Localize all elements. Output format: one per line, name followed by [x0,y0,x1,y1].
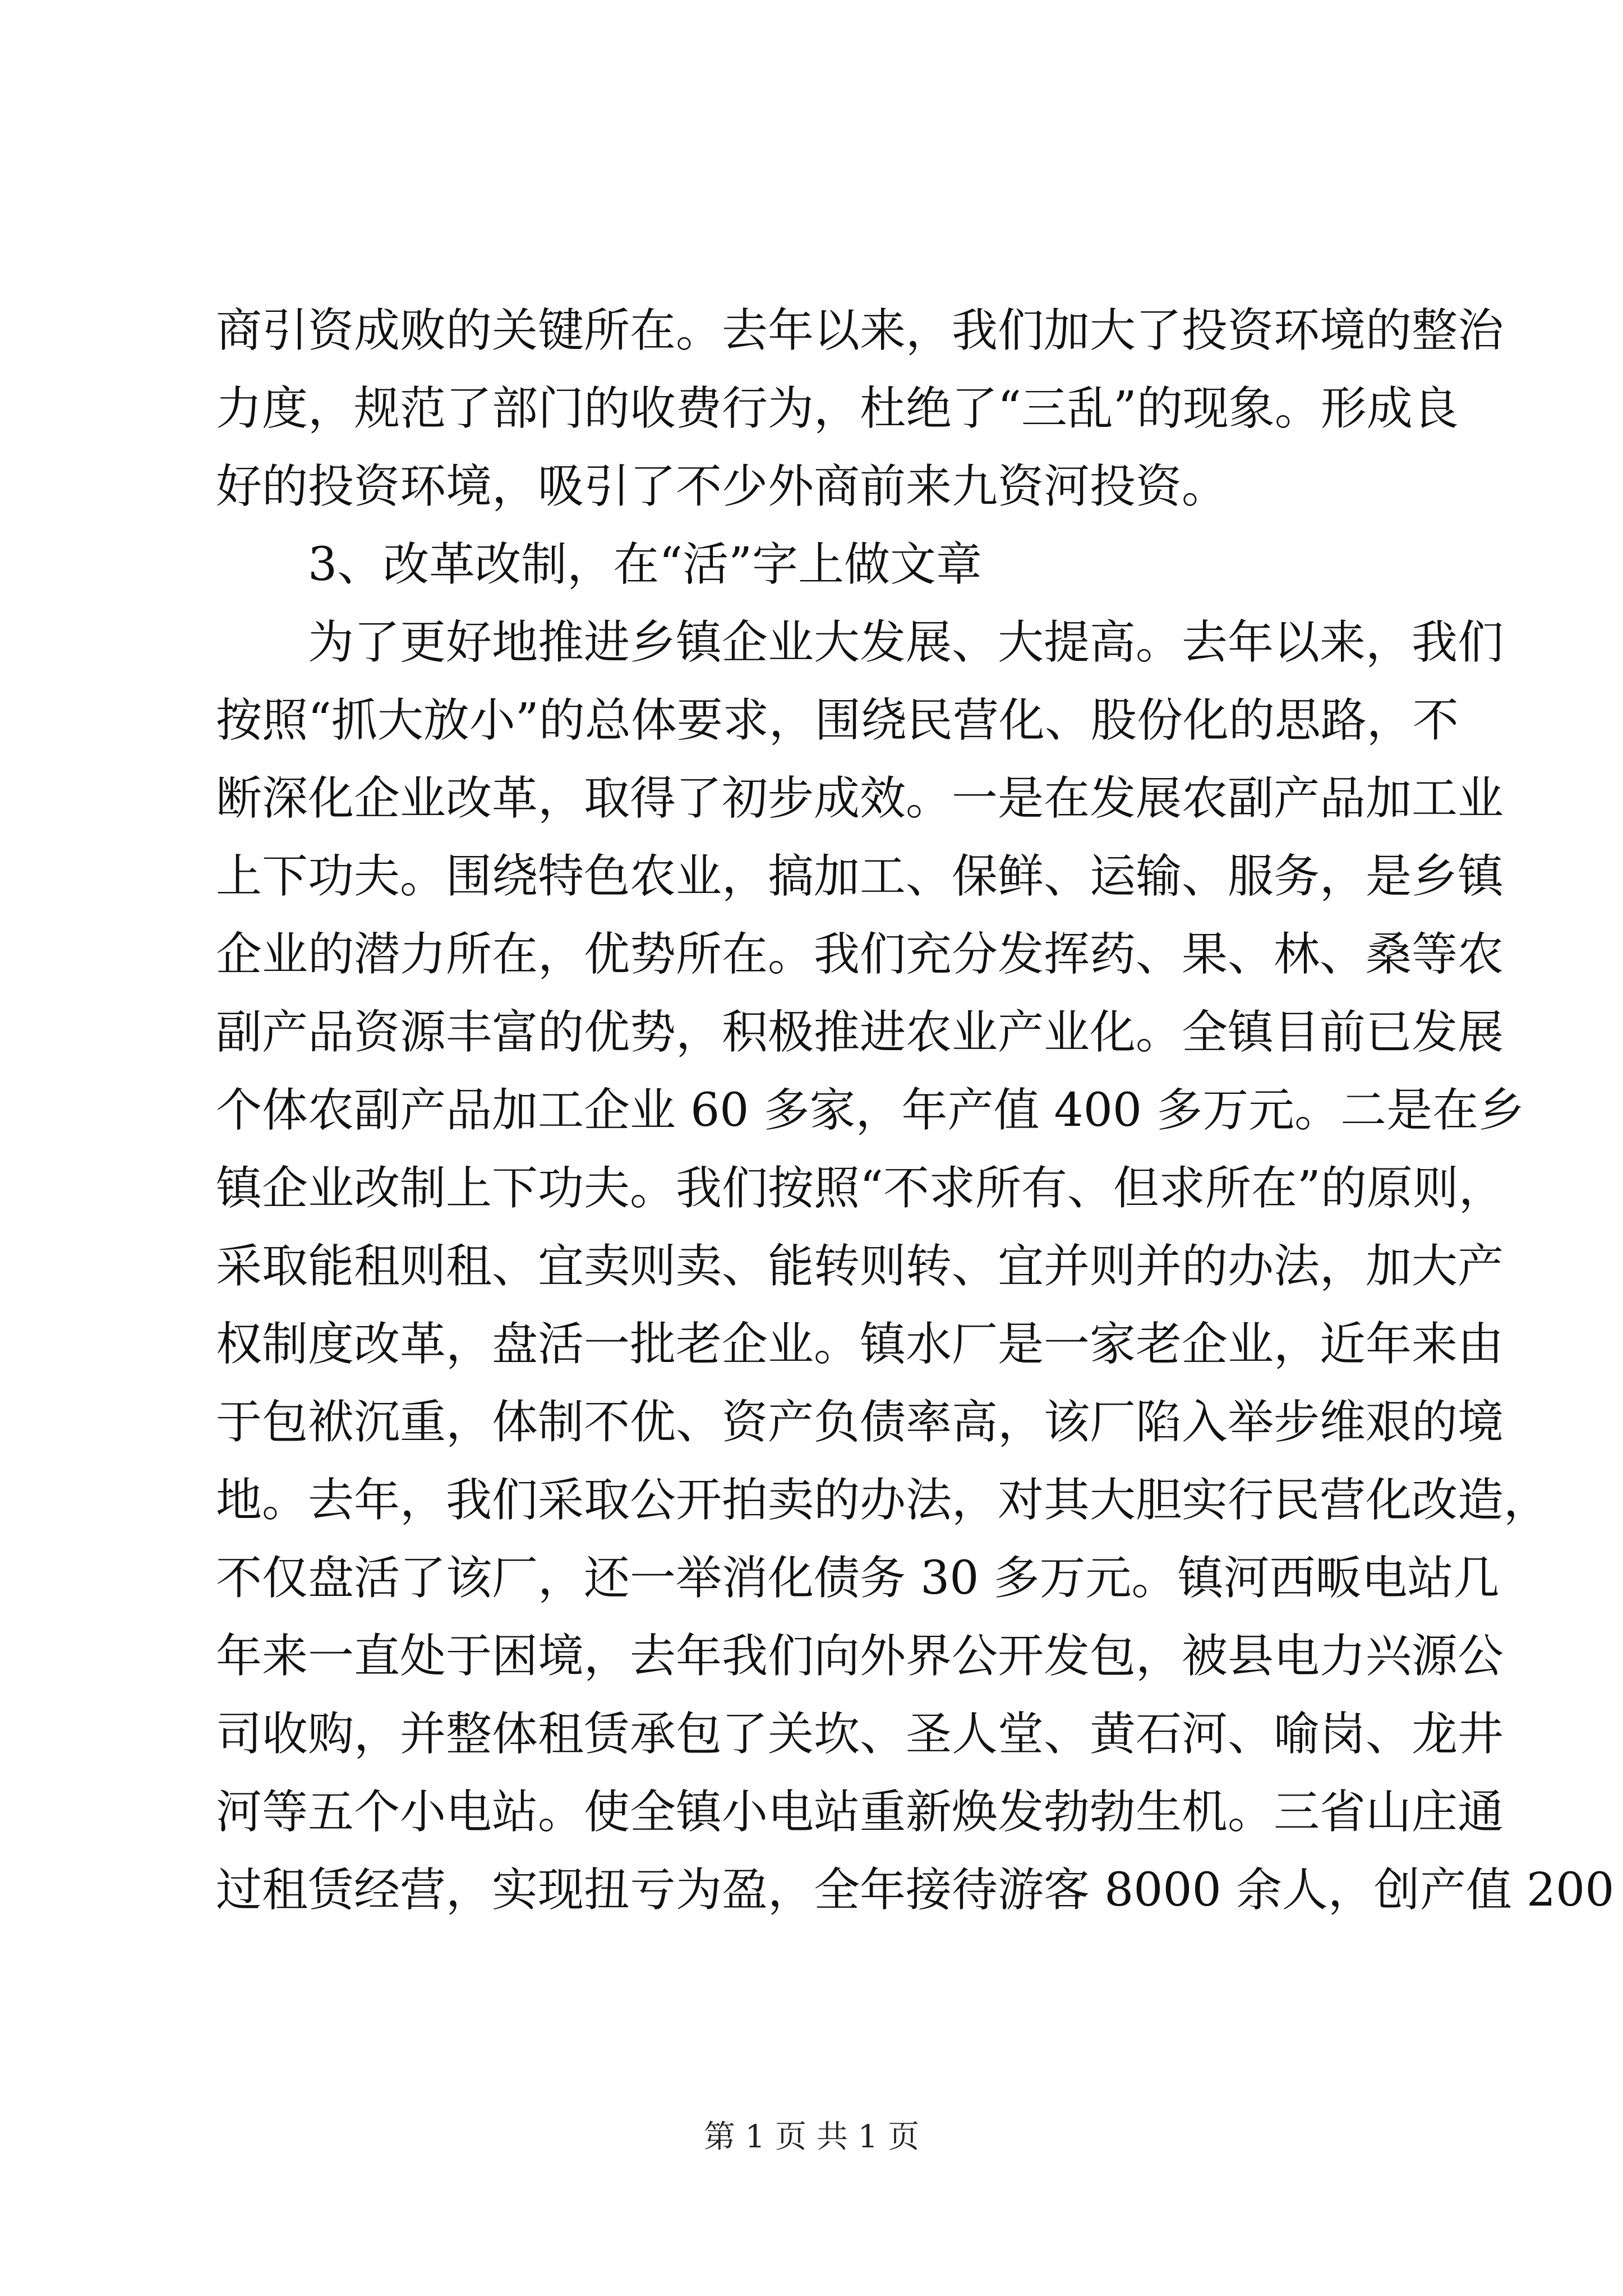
text-line: 河等五个小电站。使全镇小电站重新焕发勃勃生机。三省山庄通 [216,1786,1504,1839]
text-line: 上下功夫。围绕特色农业，搞加工、保鲜、运输、服务，是乡镇 [216,850,1504,903]
text-line: 权制度改革，盘活一批老企业。镇水厂是一家老企业，近年来由 [216,1318,1504,1371]
text-line: 司收购，并整体租赁承包了关坎、圣人堂、黄石河、喻岗、龙井 [216,1708,1504,1761]
text-line: 不仅盘活了该厂，还一举消化债务 30 多万元。镇河西畈电站几 [216,1552,1500,1605]
text-line: 力度，规范了部门的收费行为，杜绝了“三乱”的现象。形成良 [216,382,1459,435]
text-line: 地。去年，我们采取公开拍卖的办法，对其大胆实行民营化改造， [216,1474,1550,1527]
body-text [216,292,1615,1929]
text-line: 镇企业改制上下功夫。我们按照“不求所有、但求所在”的原则， [216,1162,1505,1215]
text-line: 为了更好地推进乡镇企业大发展、大提高。去年以来，我们 [308,616,1504,669]
text-line: 断深化企业改革，取得了初步成效。一是在发展农副产品加工业 [216,772,1504,825]
text-line: 采取能租则租、宜卖则卖、能转则转、宜并则并的办法，加大产 [216,1240,1504,1293]
section-heading: 3、改革改制，在“活”字上做文章 [308,538,983,591]
text-line: 过租赁经营，实现扭亏为盈，全年接待游客 8000 余人，创产值 200 [216,1864,1615,1917]
text-line: 商引资成败的关键所在。去年以来，我们加大了投资环境的整治 [216,304,1504,357]
page-number-footer: 第 1 页 共 1 页 [703,2119,920,2155]
text-line: 于包袱沉重，体制不优、资产负债率高，该厂陷入举步维艰的境 [216,1396,1504,1449]
text-line: 副产品资源丰富的优势，积极推进农业产业化。全镇目前已发展 [216,1006,1504,1059]
text-line: 按照“抓大放小”的总体要求，围绕民营化、股份化的思路，不 [216,694,1459,747]
text-line: 好的投资环境，吸引了不少外商前来九资河投资。 [216,460,1228,513]
text-line: 企业的潜力所在，优势所在。我们充分发挥药、果、林、桑等农 [216,928,1504,981]
text-line: 个体农副产品加工企业 60 多家，年产值 400 多万元。二是在乡 [216,1084,1525,1137]
text-line: 年来一直处于困境，去年我们向外界公开发包，被县电力兴源公 [216,1630,1504,1683]
